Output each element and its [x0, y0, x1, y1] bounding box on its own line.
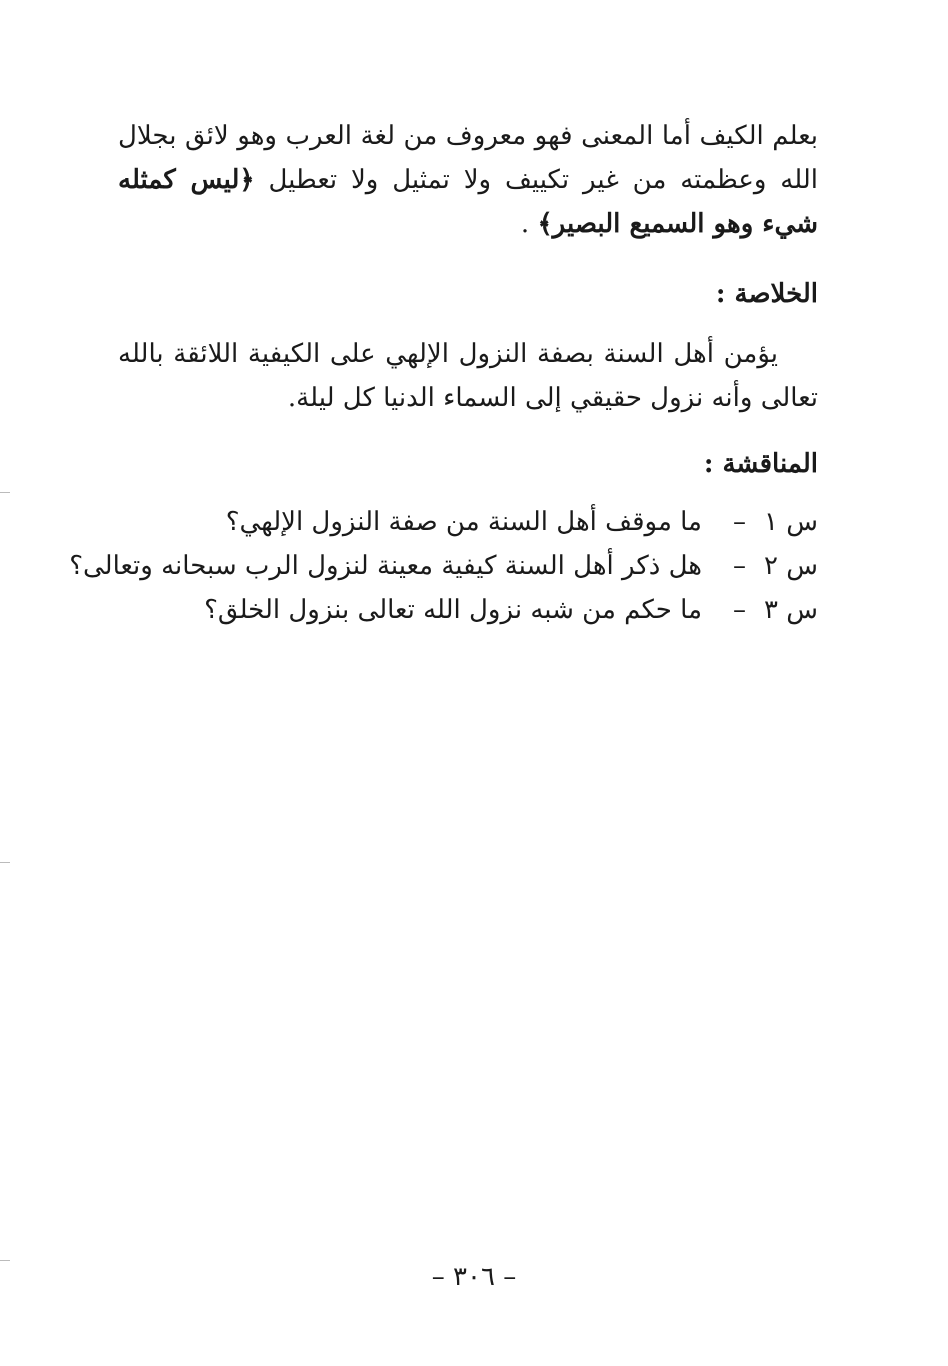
- question-label: س ١: [764, 507, 818, 537]
- heading-discussion: المناقشة :: [703, 449, 818, 479]
- question-item: [118, 500, 818, 544]
- scan-edge-mark: [0, 1260, 10, 1261]
- paragraph-intro-end: .: [520, 209, 538, 239]
- paragraph-intro: [118, 114, 818, 246]
- question-label: س ٢: [764, 551, 818, 581]
- question-item: [118, 588, 818, 632]
- question-text: ما موقف أهل السنة من صفة النزول الإلهي؟: [225, 507, 702, 537]
- paragraph-intro-text: بعلم الكيف أما المعنى فهو معروف من لغة العرب وهو لائق بجلال الله وعظمته من غير تكييف ولا تمثيل ولا تعطيل: [118, 121, 818, 195]
- question-text: ما حكم من شبه نزول الله تعالى بنزول الخلق؟: [204, 595, 702, 625]
- question-item: [69, 544, 818, 588]
- question-dash: –: [733, 507, 746, 537]
- paragraph-summary: يؤمن أهل السنة بصفة النزول الإلهي على الكيفية اللائقة بالله تعالى وأنه نزول حقيقي إلى السماء الدنيا كل ليلة.: [118, 339, 818, 413]
- question-label: س ٣: [764, 595, 818, 625]
- question-text: هل ذكر أهل السنة كيفية معينة لنزول الرب سبحانه وتعالى؟: [69, 551, 702, 581]
- question-dash: –: [733, 551, 746, 581]
- scan-edge-mark: [0, 862, 10, 863]
- questions-list: [69, 500, 818, 632]
- question-dash: –: [733, 595, 746, 625]
- page-number: – ٣٠٦ –: [431, 1262, 517, 1292]
- heading-summary: الخلاصة :: [715, 279, 818, 309]
- quran-quote: ﴿ليس كمثله شيء وهو السميع البصير﴾: [118, 165, 818, 239]
- scan-edge-mark: [0, 492, 10, 493]
